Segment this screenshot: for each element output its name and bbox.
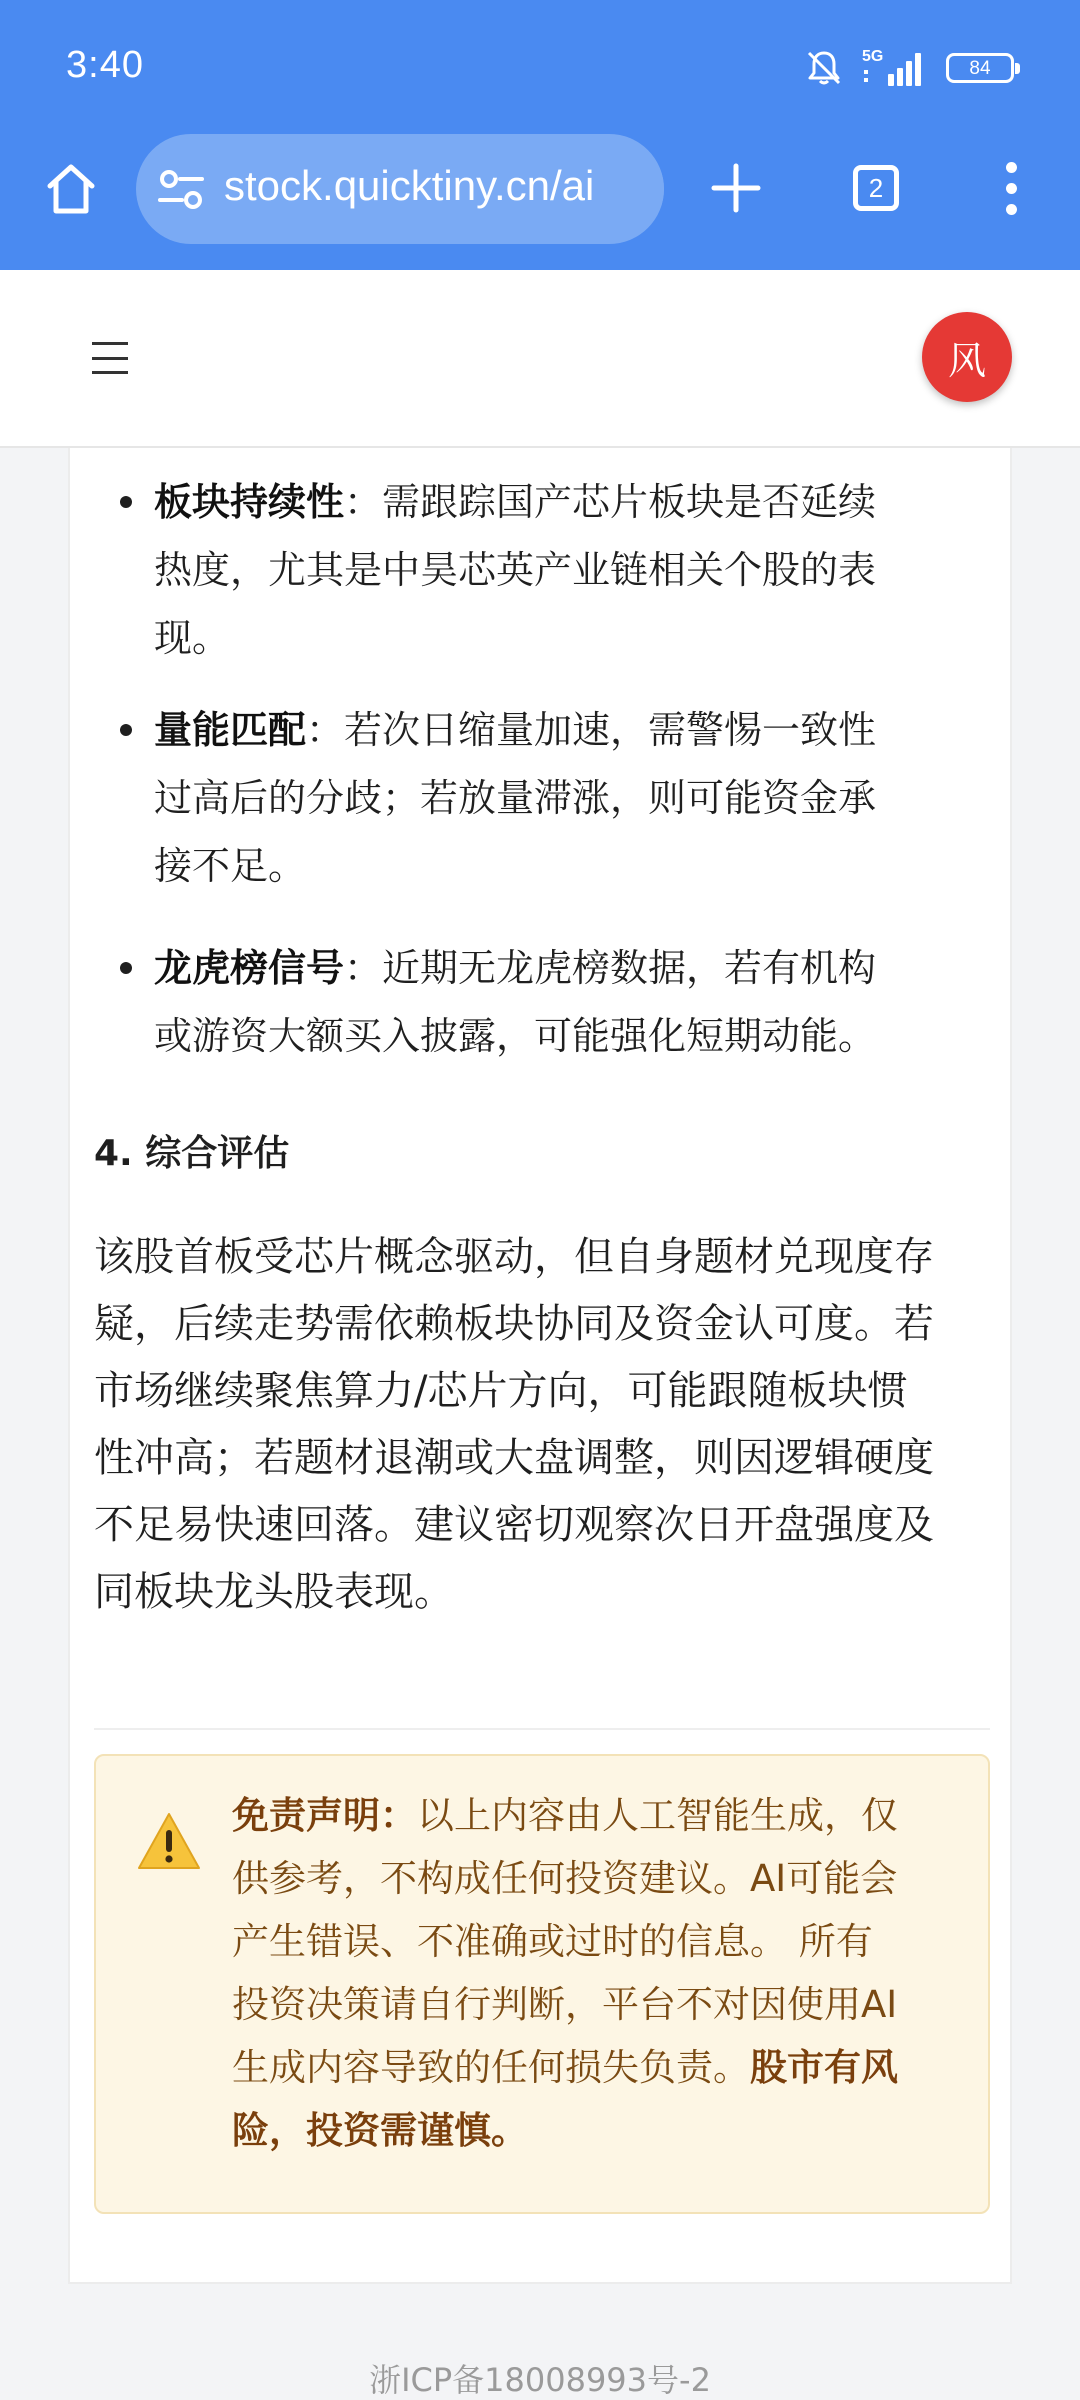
disclaimer-line: 产生错误、不准确或过时的信息。 所有 bbox=[232, 1920, 873, 1963]
bullet-title: 板块持续性 bbox=[154, 480, 345, 524]
site-header bbox=[0, 270, 1080, 448]
address-bar[interactable] bbox=[136, 134, 664, 244]
dot-icon bbox=[1006, 162, 1017, 173]
more-menu-button[interactable] bbox=[986, 152, 1036, 224]
home-icon bbox=[42, 160, 100, 218]
section-title: 4. 综合评估 bbox=[94, 1133, 290, 1174]
menu-line-icon bbox=[92, 371, 128, 374]
warning-icon bbox=[136, 1810, 202, 1872]
summary-paragraph bbox=[94, 1224, 994, 1626]
browser-toolbar bbox=[0, 132, 1080, 246]
list-item bbox=[154, 934, 954, 1070]
url-fade bbox=[594, 134, 664, 244]
summary-line: 该股首板受芯片概念驱动，但自身题材兑现度存 bbox=[94, 1234, 934, 1280]
summary-line: 性冲高；若题材退潮或大盘调整，则因逻辑硬度 bbox=[94, 1435, 934, 1481]
bullet-separator: ： bbox=[306, 708, 345, 752]
bullet-text-line: 需跟踪国产芯片板块是否延续 bbox=[382, 480, 877, 524]
disclaimer-line: 供参考，不构成任何投资建议。AI可能会 bbox=[232, 1857, 898, 1900]
network-type: 5G bbox=[862, 48, 884, 65]
dot-icon bbox=[1006, 204, 1017, 215]
hamburger-menu-button[interactable] bbox=[92, 338, 132, 378]
browser-chrome bbox=[0, 0, 1080, 270]
disclaimer-emphasis: 险，投资需谨慎。 bbox=[232, 2109, 528, 2152]
icp-footer[interactable]: 浙ICP备18008993号-2 bbox=[369, 2361, 711, 2399]
bullet-text-line: 或游资大额买入披露，可能强化短期动能。 bbox=[154, 1014, 877, 1058]
bullet-separator: ： bbox=[344, 480, 383, 524]
disclaimer-emphasis: 股市有风 bbox=[750, 2046, 898, 2089]
home-button[interactable] bbox=[36, 154, 106, 224]
summary-line: 同板块龙头股表现。 bbox=[94, 1569, 454, 1615]
tab-switcher-button[interactable] bbox=[846, 158, 906, 218]
disclaimer-text bbox=[232, 1784, 962, 2162]
status-icons bbox=[804, 46, 1014, 90]
battery-icon bbox=[946, 53, 1014, 83]
new-tab-button[interactable] bbox=[700, 152, 772, 224]
site-settings-icon[interactable] bbox=[158, 169, 204, 211]
disclaimer-label: 免责声明： bbox=[232, 1794, 417, 1837]
tab-count: 2 bbox=[853, 165, 899, 211]
summary-line: 疑，后续走势需依赖板块协同及资金认可度。若 bbox=[94, 1301, 934, 1347]
menu-line-icon bbox=[92, 357, 128, 360]
bullet-text-line: 接不足。 bbox=[154, 844, 307, 888]
bullet-text-line: 若次日缩量加速，需警惕一致性 bbox=[344, 708, 877, 752]
bullet-title: 量能匹配 bbox=[154, 708, 307, 752]
bullet-text-line: 近期无龙虎榜数据，若有机构 bbox=[382, 946, 877, 990]
dot-icon bbox=[1006, 183, 1017, 194]
bullet-separator: ： bbox=[344, 946, 383, 990]
plus-icon bbox=[710, 162, 762, 214]
bullet-title: 龙虎榜信号 bbox=[154, 946, 345, 990]
signal-icon bbox=[862, 48, 928, 88]
menu-line-icon bbox=[92, 342, 128, 345]
bullet-text-line: 现。 bbox=[154, 616, 231, 660]
battery-level: 84 bbox=[969, 57, 991, 79]
summary-line: 市场继续聚焦算力/芯片方向，可能跟随板块惯 bbox=[94, 1368, 908, 1414]
content-card bbox=[68, 448, 1012, 2284]
divider bbox=[94, 1728, 990, 1730]
user-avatar[interactable]: 风 bbox=[922, 312, 1012, 402]
status-time: 3:40 bbox=[66, 44, 144, 86]
notifications-off-icon bbox=[804, 48, 844, 88]
list-item bbox=[154, 468, 954, 672]
disclaimer-line: 生成内容导致的任何损失负责。 bbox=[232, 2046, 750, 2089]
list-item bbox=[154, 696, 954, 900]
bullet-text-line: 热度，尤其是中昊芯英产业链相关个股的表 bbox=[154, 548, 877, 592]
disclaimer-line: 投资决策请自行判断，平台不对因使用AI bbox=[232, 1983, 898, 2026]
disclaimer-box bbox=[94, 1754, 990, 2214]
url-text[interactable]: stock.quicktiny.cn/ai bbox=[224, 162, 595, 209]
disclaimer-line: 以上内容由人工智能生成，仅 bbox=[417, 1794, 898, 1837]
status-bar bbox=[0, 0, 1080, 140]
summary-line: 不足易快速回落。建议密切观察次日开盘强度及 bbox=[94, 1502, 934, 1548]
bullet-text-line: 过高后的分歧；若放量滞涨，则可能资金承 bbox=[154, 776, 877, 820]
